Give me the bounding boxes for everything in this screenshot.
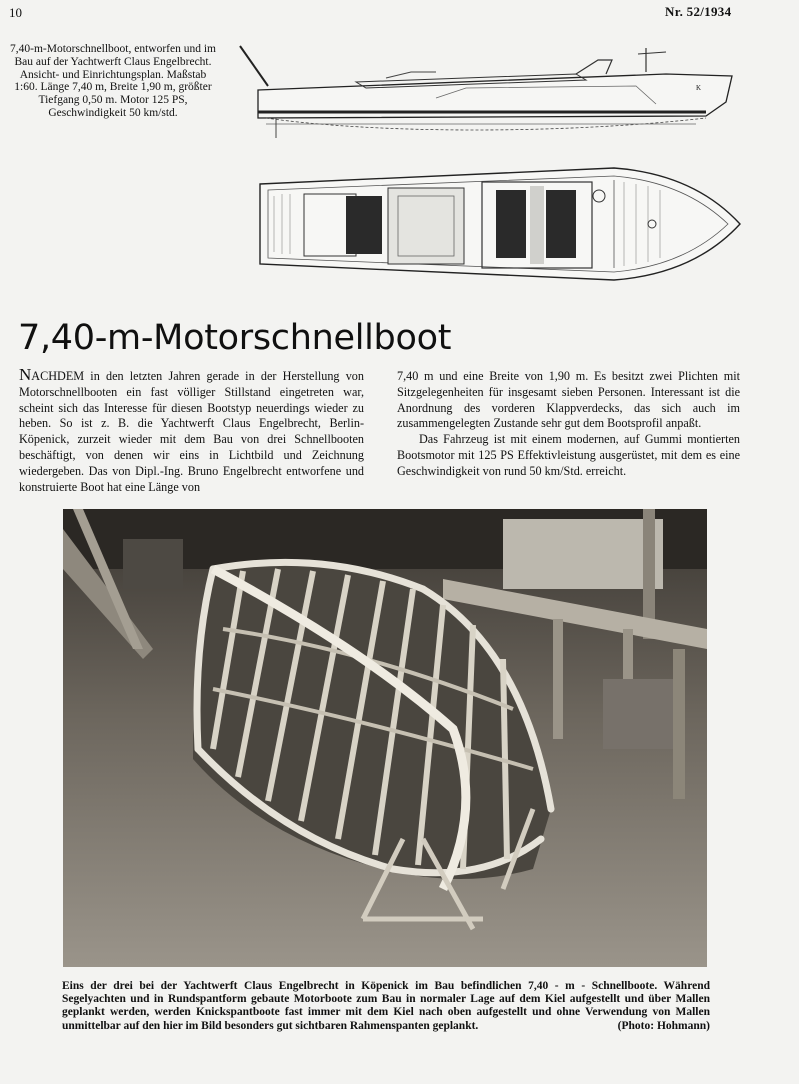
photo-credit: (Photo: Hohmann) (617, 1019, 710, 1032)
page-number: 10 (9, 5, 22, 20)
boat-side-elevation-drawing (236, 42, 736, 142)
issue-number: Nr. 52/1934 (665, 4, 732, 19)
column2-paragraph-2: Das Fahrzeug ist mit einem modernen, auf Gummi montierten Bootsmotor mit 125 PS Effektivleistung ausgerüstet, mit dem es eine Geschwindigkeit von rund 50 km/Std. erreicht. (397, 432, 740, 478)
photo-caption (62, 980, 710, 1033)
article-column-1 (19, 365, 364, 495)
article-column-2 (397, 369, 740, 480)
column2-paragraph-1: 7,40 m und eine Breite von 1,90 m. Es besitzt zwei Plichten mit Sitzgelegenheiten für insgesamt sieben Personen. Interessant ist die Anordnung des vorderen Klappverdecks, das sich auch im zusammengelegten Zustande sehr gut dem Bootsprofil anpaßt. (397, 369, 740, 431)
article-title: 7,40-m-Motorschnellboot (18, 318, 452, 358)
drop-cap: N (19, 365, 32, 384)
boat-frame-photo (63, 509, 707, 967)
svg-text:K: K (696, 84, 702, 92)
column1-text: ACHDEM in den letzten Jahren gerade in der Herstellung von Motorschnellbooten ein fast völliger Stillstand eingetreten war, scheint sich das Interesse für diesen Bootstyp neuerdings wieder zu heben. So ist z. B. die Yachtwerft Claus Engelbrecht, Berlin-Köpenick, zurzeit wieder mit dem Bau von drei Schnellbooten beschäftigt, von denen wir eins in Lichtbild und Zeichnung wiedergeben. Das von Dipl.-Ing. Bruno Engelbrecht entworfene und konstruierte Boot hat eine Länge von (19, 369, 364, 494)
drawing-caption: 7,40-m-Motorschnellboot, entworfen und im Bau auf der Yachtwerft Claus Engelbrecht. Ansicht- und Einrichtungsplan. Maßstab 1:60. Länge 7,40 m, Breite 1,90 m, größter Tiefgang 0,50 m. Motor 125 PS, Geschwindigkeit 50 km/std. (9, 43, 216, 119)
photo-caption-text: Eins der drei bei der Yachtwerft Claus Engelbrecht in Köpenick im Bau befindlichen 7,40 - m - Schnellboote. Während Segelyachten und in Rundspantform gebaute Motorboote zum Bau in normaler Lage auf dem Kiel aufgestellt und über Mallen geplankt werden, werden Knickspantboote fast immer mit dem Kiel nach oben aufgestellt und ohne Verwendung von Mallen unmittelbar auf den hier im Bild besonders gut sichtbaren Rahmenspanten geplankt. (62, 980, 710, 1032)
boat-plan-view-drawing (254, 160, 744, 288)
